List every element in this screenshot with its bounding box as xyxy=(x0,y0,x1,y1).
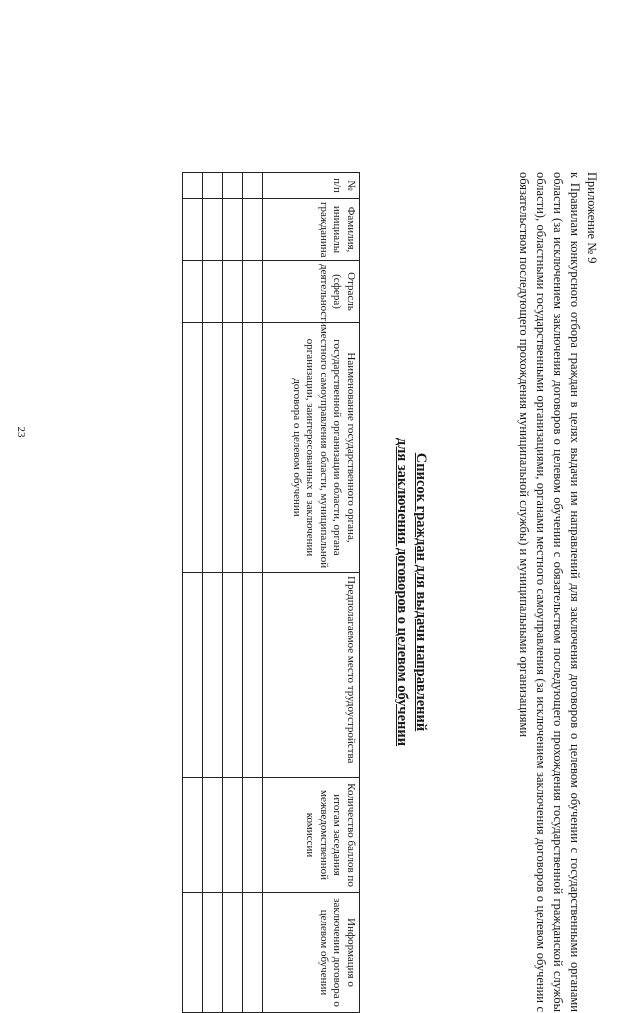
list-title xyxy=(392,172,430,1012)
appendix-text: к Правилам конкурсного отбора граждан в целях выдачи им направлений для заключения договоров о целевом обучении с государственными органами области (за исключением заключения договоров о целевом обучении с обязательством последующего прохождения государственной гражданской службы области), областными государственными организациями, органами местного самоуправления (за исключением заключения договоров о целевом обучении с обязательством последующего прохождения муниципальной службы) и муниципальными организациями xyxy=(517,172,582,1012)
table-cell xyxy=(243,778,263,893)
table-cell xyxy=(223,893,243,1013)
table-cell xyxy=(243,173,263,199)
table-cell xyxy=(203,261,223,323)
header-number: № п/п xyxy=(263,173,360,199)
table-cell xyxy=(243,893,263,1013)
table-cell xyxy=(203,173,223,199)
table-row xyxy=(203,173,223,1013)
table-cell xyxy=(223,778,243,893)
table-cell xyxy=(223,173,243,199)
header-score: Количество баллов по итогам заседания межведомственной комиссии xyxy=(263,778,360,893)
table-cell xyxy=(183,173,203,199)
table-cell xyxy=(223,261,243,323)
header-contract-info: Информация о заключении договора о целевом обучении xyxy=(263,893,360,1013)
table-cell xyxy=(203,199,223,261)
table-cell xyxy=(243,261,263,323)
header-name: Фамилия, инициалы гражданина xyxy=(263,199,360,261)
table-cell xyxy=(203,573,223,778)
table-header-row xyxy=(263,173,360,1013)
table-cell xyxy=(223,323,243,573)
header-industry: Отрасль (сфера) деятельности xyxy=(263,261,360,323)
header-workplace: Предполагаемое место трудоустройства xyxy=(263,573,360,778)
table-row xyxy=(223,173,243,1013)
header-organization: Наименование государственного органа, государственной организации области, органа местного самоуправления области, муниципальной организации, заинтересованных в заключении договора о целевом обучении xyxy=(263,323,360,573)
appendix-block xyxy=(515,172,600,1012)
table-cell xyxy=(183,323,203,573)
rotated-sheet xyxy=(40,172,600,1012)
table-cell xyxy=(223,573,243,778)
appendix-title: Приложение № 9 xyxy=(585,172,599,264)
citizens-table-wrap xyxy=(200,172,360,1012)
list-title-line-1: Список граждан для выдачи направлений xyxy=(413,452,429,732)
table-cell xyxy=(203,323,223,573)
table-cell xyxy=(183,261,203,323)
table-cell xyxy=(243,573,263,778)
table-cell xyxy=(243,199,263,261)
table-cell xyxy=(223,199,243,261)
page-number: 23 xyxy=(15,426,27,438)
table-cell xyxy=(203,893,223,1013)
table-cell xyxy=(243,323,263,573)
table-cell xyxy=(183,778,203,893)
citizens-table xyxy=(182,172,360,1013)
table-cell xyxy=(183,199,203,261)
table-cell xyxy=(183,573,203,778)
table-row xyxy=(183,173,203,1013)
list-title-line-2: для заключения договоров о целевом обучении xyxy=(394,437,410,747)
table-row xyxy=(243,173,263,1013)
table-cell xyxy=(203,778,223,893)
table-cell xyxy=(183,893,203,1013)
